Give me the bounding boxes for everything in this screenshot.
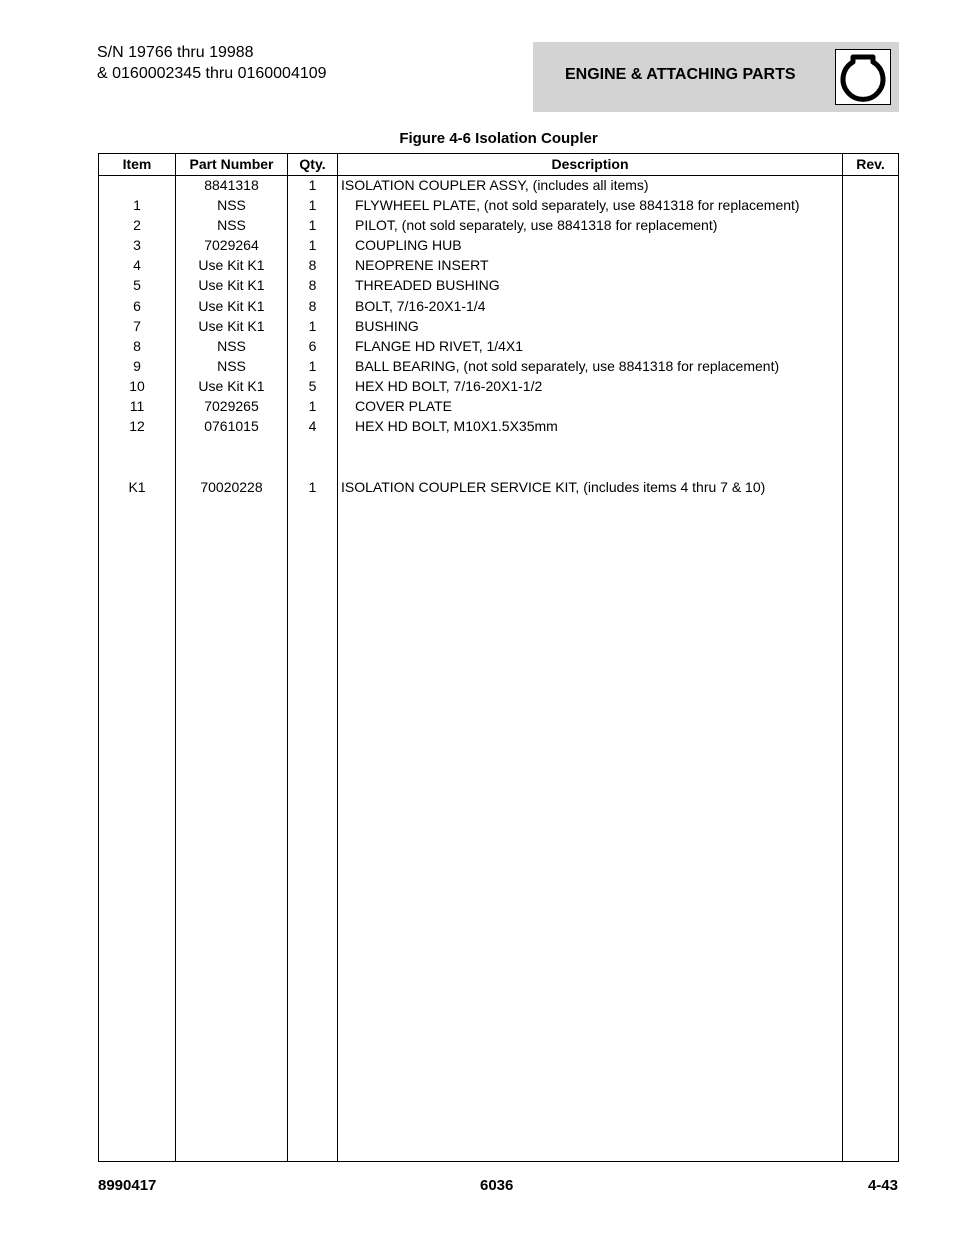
description: FLYWHEEL PLATE, (not sold separately, use 8841318 for replacement)	[355, 197, 800, 213]
part-number: Use Kit K1	[198, 277, 265, 293]
part-number: Use Kit K1	[198, 257, 265, 273]
serial-number-range	[97, 42, 327, 84]
quantity: 1	[308, 177, 317, 193]
header-rev: Rev.	[856, 156, 885, 172]
description: BALL BEARING, (not sold separately, use 8841318 for replacement)	[355, 358, 780, 374]
quantity: 1	[308, 479, 317, 495]
part-number: 8841318	[204, 177, 259, 193]
engine-outline-icon	[835, 49, 891, 105]
table-row	[99, 316, 898, 336]
item-number: 3	[133, 237, 141, 253]
quantity: 1	[308, 217, 317, 233]
section-title: ENGINE & ATTACHING PARTS	[565, 66, 796, 83]
item-number: 2	[133, 217, 141, 233]
item-number: 9	[133, 358, 141, 374]
description: FLANGE HD RIVET, 1/4X1	[355, 338, 524, 354]
table-row	[99, 175, 898, 195]
serial-line-1: S/N 19766 thru 19988	[97, 44, 254, 61]
header-qty: Qty.	[299, 156, 326, 172]
header-item: Item	[122, 156, 152, 172]
description: THREADED BUSHING	[355, 277, 500, 293]
quantity: 8	[308, 298, 317, 314]
footer-model: 6036	[480, 1177, 514, 1194]
item-number: 4	[133, 257, 141, 273]
table-row	[99, 215, 898, 235]
part-number: NSS	[217, 217, 246, 233]
item-number: 5	[133, 277, 141, 293]
description: BUSHING	[355, 318, 419, 334]
quantity: 8	[308, 257, 317, 273]
quantity: 6	[308, 338, 317, 354]
quantity: 5	[308, 378, 317, 394]
part-number: 7029264	[204, 237, 259, 253]
header-description: Description	[551, 156, 629, 172]
part-number: 7029265	[204, 398, 259, 414]
item-number: 8	[133, 338, 141, 354]
item-number: 10	[129, 378, 145, 394]
item-number: 11	[129, 398, 145, 414]
footer-doc-number: 8990417	[98, 1177, 157, 1194]
table-row	[99, 275, 898, 295]
part-number: 0761015	[204, 418, 259, 434]
quantity: 1	[308, 358, 317, 374]
parts-table	[98, 153, 899, 1162]
table-row	[99, 416, 898, 436]
quantity: 1	[308, 197, 317, 213]
table-row	[99, 356, 898, 376]
table-row	[99, 477, 898, 497]
table-header	[99, 154, 898, 176]
quantity: 4	[308, 418, 317, 434]
part-number: Use Kit K1	[198, 318, 265, 334]
quantity: 1	[308, 398, 317, 414]
description: COUPLING HUB	[355, 237, 462, 253]
table-row	[99, 296, 898, 316]
part-number: NSS	[217, 358, 246, 374]
description: NEOPRENE INSERT	[355, 257, 489, 273]
table-row	[99, 255, 898, 275]
item-number: 12	[129, 418, 145, 434]
description: ISOLATION COUPLER ASSY, (includes all items)	[341, 177, 649, 193]
figure-title: Figure 4-6 Isolation Coupler	[399, 130, 598, 147]
quantity: 8	[308, 277, 317, 293]
item-number: K1	[128, 479, 146, 495]
description: COVER PLATE	[355, 398, 452, 414]
description: ISOLATION COUPLER SERVICE KIT, (includes items 4 thru 7 & 10)	[341, 479, 766, 495]
description: HEX HD BOLT, 7/16-20X1-1/2	[355, 378, 543, 394]
part-number: Use Kit K1	[198, 298, 265, 314]
item-number: 1	[133, 197, 141, 213]
header-part-number: Part Number	[189, 156, 274, 172]
quantity: 1	[308, 237, 317, 253]
section-header	[533, 42, 899, 112]
part-number: NSS	[217, 197, 246, 213]
table-row	[99, 396, 898, 416]
description: PILOT, (not sold separately, use 8841318 for replacement)	[355, 217, 718, 233]
serial-line-2: & 0160002345 thru 0160004109	[97, 65, 327, 82]
table-row	[99, 336, 898, 356]
item-number: 6	[133, 298, 141, 314]
description: HEX HD BOLT, M10X1.5X35mm	[355, 418, 558, 434]
table-row	[99, 195, 898, 215]
table-row	[99, 376, 898, 396]
part-number: Use Kit K1	[198, 378, 265, 394]
part-number: NSS	[217, 338, 246, 354]
footer-page-number: 4-43	[867, 1177, 898, 1194]
table-row	[99, 235, 898, 255]
description: BOLT, 7/16-20X1-1/4	[355, 298, 486, 314]
part-number: 70020228	[200, 479, 263, 495]
quantity: 1	[308, 318, 317, 334]
item-number: 7	[133, 318, 141, 334]
